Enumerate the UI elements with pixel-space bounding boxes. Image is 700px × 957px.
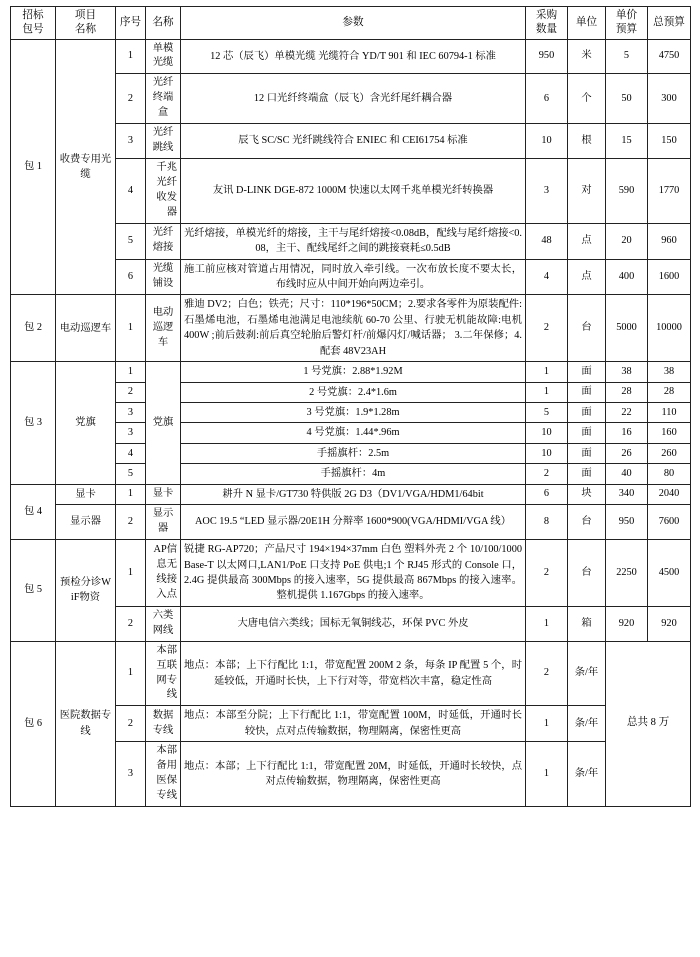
cell-seq: 2 (116, 606, 146, 641)
cell-package-no: 包 3 (11, 362, 56, 485)
cell-quantity: 10 (526, 443, 568, 463)
cell-quantity: 48 (526, 223, 568, 259)
cell-param: 4 号党旗：1.44*.96m (181, 423, 526, 443)
table-row (11, 295, 691, 362)
cell-total-budget: 1770 (648, 158, 691, 223)
cell-unit: 米 (568, 39, 606, 74)
cell-budget-summary: 总共 8 万 (606, 641, 691, 806)
cell-seq: 6 (116, 259, 146, 295)
cell-total-budget: 960 (648, 223, 691, 259)
cell-unit: 根 (568, 124, 606, 159)
cell-seq: 5 (116, 464, 146, 484)
cell-project-name: 党旗 (56, 362, 116, 485)
cell-unit: 箱 (568, 606, 606, 641)
cell-quantity: 950 (526, 39, 568, 74)
cell-total-budget: 4500 (648, 540, 691, 607)
document-sheet (0, 6, 700, 957)
cell-unit-price: 5000 (606, 295, 648, 362)
cell-total-budget: 28 (648, 382, 691, 402)
cell-project-name: 收费专用光缆 (56, 39, 116, 295)
cell-unit-price: 2250 (606, 540, 648, 607)
cell-param: 光纤熔接，单模光纤的熔接，主干与尾纤熔接<0.08dB，配线与尾纤熔接<0.08，主干、配线尾纤之间的跳接衰耗≤0.5dB (181, 223, 526, 259)
cell-quantity: 1 (526, 606, 568, 641)
cell-quantity: 8 (526, 505, 568, 540)
cell-param: 雅迪 DV2；白色；铁壳；尺寸：110*196*50CM；2.要求各零件为原装配件:石墨烯电池，石墨烯电池满足电池续航 60-70 公里、行驶无机能故障:电机 400W ;前后鼓刹:前后真空轮胎后警灯杆/前爆闪灯/喊话器； 3.二年保修；4.配套 48V23AH (181, 295, 526, 362)
cell-item-name: 光纤熔接 (146, 223, 181, 259)
cell-unit-price: 950 (606, 505, 648, 540)
cell-unit-price: 28 (606, 382, 648, 402)
cell-total-budget: 38 (648, 362, 691, 382)
cell-project-name: 显示器 (56, 505, 116, 540)
cell-total-budget: 260 (648, 443, 691, 463)
cell-project-name: 显卡 (56, 484, 116, 504)
cell-param: 地点：本部至分院；上下行配比 1:1，带宽配置 100M，时延低，开通时长较快，点对点传输数据，物理隔离，保密性更高 (181, 706, 526, 742)
table-row (11, 641, 691, 706)
cell-param: 1 号党旗：2.88*1.92M (181, 362, 526, 382)
cell-unit: 点 (568, 259, 606, 295)
cell-quantity: 2 (526, 641, 568, 706)
cell-quantity: 2 (526, 464, 568, 484)
cell-quantity: 1 (526, 706, 568, 742)
header-name: 名称 (146, 7, 181, 40)
cell-item-name: 光缆铺设 (146, 259, 181, 295)
cell-project-name: 预检分诊WiF物资 (56, 540, 116, 642)
cell-project-name: 医院数据专线 (56, 641, 116, 806)
cell-unit-price: 22 (606, 403, 648, 423)
cell-quantity: 2 (526, 540, 568, 607)
cell-seq: 2 (116, 706, 146, 742)
cell-seq: 1 (116, 362, 146, 382)
cell-package-no: 包 1 (11, 39, 56, 295)
cell-param: 锐捷 RG-AP720；产品尺寸 194×194×37mm 白色 塑料外壳 2 个 10/100/1000Base-T 以太网口,LAN1/PoE 口支持 PoE 供电;1 个 RJ45 形式的 Console 口，2.4G 提供最高 300Mbps 的接入速率，5G 提供最高 867Mbps 的接入速率。整机提供 1.167Gbps 的接入速率。 (181, 540, 526, 607)
cell-seq: 2 (116, 505, 146, 540)
cell-unit: 面 (568, 403, 606, 423)
cell-seq: 2 (116, 382, 146, 402)
header-price: 单价 预算 (606, 7, 648, 40)
header-project: 项目 名称 (56, 7, 116, 40)
cell-param: AOC 19.5 “LED 显示器/20E1H 分辩率 1600*900(VGA/HDMI/VGA 线） (181, 505, 526, 540)
cell-package-no: 包 2 (11, 295, 56, 362)
cell-package-no: 包 4 (11, 484, 56, 539)
cell-seq: 1 (116, 295, 146, 362)
cell-unit-price: 26 (606, 443, 648, 463)
cell-quantity: 5 (526, 403, 568, 423)
cell-item-name: 光纤终端盒 (146, 74, 181, 124)
cell-seq: 1 (116, 484, 146, 504)
cell-param: 大唐电信六类线；国标无氧铜线芯，环保 PVC 外皮 (181, 606, 526, 641)
cell-total-budget: 2040 (648, 484, 691, 504)
cell-quantity: 3 (526, 158, 568, 223)
cell-total-budget: 1600 (648, 259, 691, 295)
header-param: 参数 (181, 7, 526, 40)
cell-quantity: 6 (526, 484, 568, 504)
cell-unit: 台 (568, 295, 606, 362)
cell-quantity: 2 (526, 295, 568, 362)
cell-unit-price: 920 (606, 606, 648, 641)
cell-unit-price: 38 (606, 362, 648, 382)
cell-unit: 面 (568, 362, 606, 382)
cell-total-budget: 10000 (648, 295, 691, 362)
table-row (11, 505, 691, 540)
cell-param: 地点：本部；上下行配比 1:1，带宽配置 20M，时延低，开通时长较快，点对点传输数据，物理隔离，保密性更高 (181, 742, 526, 807)
cell-unit-price: 16 (606, 423, 648, 443)
cell-unit: 面 (568, 443, 606, 463)
cell-param: 12 口光纤终端盒（辰飞）含光纤尾纤耦合器 (181, 74, 526, 124)
cell-quantity: 10 (526, 423, 568, 443)
cell-project-name: 电动巡逻车 (56, 295, 116, 362)
cell-quantity: 1 (526, 742, 568, 807)
cell-total-budget: 110 (648, 403, 691, 423)
header-pkg-no: 招标 包号 (11, 7, 56, 40)
cell-item-name: 数据专线 (146, 706, 181, 742)
cell-seq: 2 (116, 74, 146, 124)
cell-unit: 条/年 (568, 706, 606, 742)
cell-quantity: 6 (526, 74, 568, 124)
cell-item-name: 光纤跳线 (146, 124, 181, 159)
cell-unit: 条/年 (568, 641, 606, 706)
cell-total-budget: 300 (648, 74, 691, 124)
cell-seq: 3 (116, 124, 146, 159)
cell-item-name: 显卡 (146, 484, 181, 504)
header-qty: 采购 数量 (526, 7, 568, 40)
header-unit: 单位 (568, 7, 606, 40)
cell-total-budget: 160 (648, 423, 691, 443)
cell-unit: 面 (568, 382, 606, 402)
cell-unit-price: 20 (606, 223, 648, 259)
cell-unit: 台 (568, 540, 606, 607)
cell-unit-price: 40 (606, 464, 648, 484)
cell-param: 施工前应核对管道占用情况，同时放入牵引线。一次布放长度不要太长，布线时应从中间开始向两边牵引。 (181, 259, 526, 295)
cell-seq: 1 (116, 39, 146, 74)
cell-unit: 对 (568, 158, 606, 223)
bid-package-table (10, 6, 691, 807)
cell-total-budget: 4750 (648, 39, 691, 74)
cell-unit-price: 50 (606, 74, 648, 124)
cell-item-name: 六类网线 (146, 606, 181, 641)
cell-quantity: 1 (526, 362, 568, 382)
cell-item-name: 本部备用医保专线 (146, 742, 181, 807)
table-row (11, 362, 691, 382)
table-header-row (11, 7, 691, 40)
cell-item-name: AP信息无线接入点 (146, 540, 181, 607)
cell-quantity: 4 (526, 259, 568, 295)
cell-item-name: 显示器 (146, 505, 181, 540)
cell-seq: 1 (116, 641, 146, 706)
cell-param: 辰飞 SC/SC 光纤跳线符合 ENIEC 和 CEI61754 标准 (181, 124, 526, 159)
header-total: 总预算 (648, 7, 691, 40)
cell-unit-price: 15 (606, 124, 648, 159)
cell-package-no: 包 6 (11, 641, 56, 806)
cell-unit: 台 (568, 505, 606, 540)
cell-total-budget: 150 (648, 124, 691, 159)
cell-total-budget: 7600 (648, 505, 691, 540)
cell-unit: 面 (568, 423, 606, 443)
cell-item-name: 单模光缆 (146, 39, 181, 74)
cell-unit-price: 5 (606, 39, 648, 74)
cell-unit: 个 (568, 74, 606, 124)
cell-seq: 1 (116, 540, 146, 607)
cell-param: 手摇旗杆：4m (181, 464, 526, 484)
cell-seq: 3 (116, 742, 146, 807)
cell-seq: 4 (116, 443, 146, 463)
cell-unit: 条/年 (568, 742, 606, 807)
cell-total-budget: 80 (648, 464, 691, 484)
cell-unit: 块 (568, 484, 606, 504)
cell-param: 手摇旗杆：2.5m (181, 443, 526, 463)
cell-quantity: 10 (526, 124, 568, 159)
cell-unit-price: 400 (606, 259, 648, 295)
cell-param: 友讯 D-LINK DGE-872 1000M 快速以太网千兆单模光纤转换器 (181, 158, 526, 223)
cell-seq: 5 (116, 223, 146, 259)
cell-item-name: 电动巡逻车 (146, 295, 181, 362)
cell-seq: 3 (116, 403, 146, 423)
cell-unit: 点 (568, 223, 606, 259)
table-row (11, 540, 691, 607)
cell-total-budget: 920 (648, 606, 691, 641)
cell-param: 3 号党旗：1.9*1.28m (181, 403, 526, 423)
table-row (11, 484, 691, 504)
cell-package-no: 包 5 (11, 540, 56, 642)
cell-param: 12 芯（辰飞）单模光缆 光缆符合 YD/T 901 和 IEC 60794-1 标准 (181, 39, 526, 74)
cell-unit-price: 590 (606, 158, 648, 223)
cell-seq: 3 (116, 423, 146, 443)
cell-item-name: 千兆光纤收发器 (146, 158, 181, 223)
cell-quantity: 1 (526, 382, 568, 402)
cell-param: 地点：本部；上下行配比 1:1，带宽配置 200M 2 条，每条 IP 配置 5 个，时延较低，开通时长快，上下行对等，带宽档次丰富，稳定性高 (181, 641, 526, 706)
cell-unit: 面 (568, 464, 606, 484)
cell-seq: 4 (116, 158, 146, 223)
cell-item-name: 党旗 (146, 362, 181, 485)
header-seq: 序号 (116, 7, 146, 40)
cell-param: 耕升 N 显卡/GT730 特供版 2G D3（DV1/VGA/HDM1/64bit (181, 484, 526, 504)
table-row (11, 39, 691, 74)
cell-item-name: 本部互联网专线 (146, 641, 181, 706)
cell-unit-price: 340 (606, 484, 648, 504)
cell-param: 2 号党旗：2.4*1.6m (181, 382, 526, 402)
